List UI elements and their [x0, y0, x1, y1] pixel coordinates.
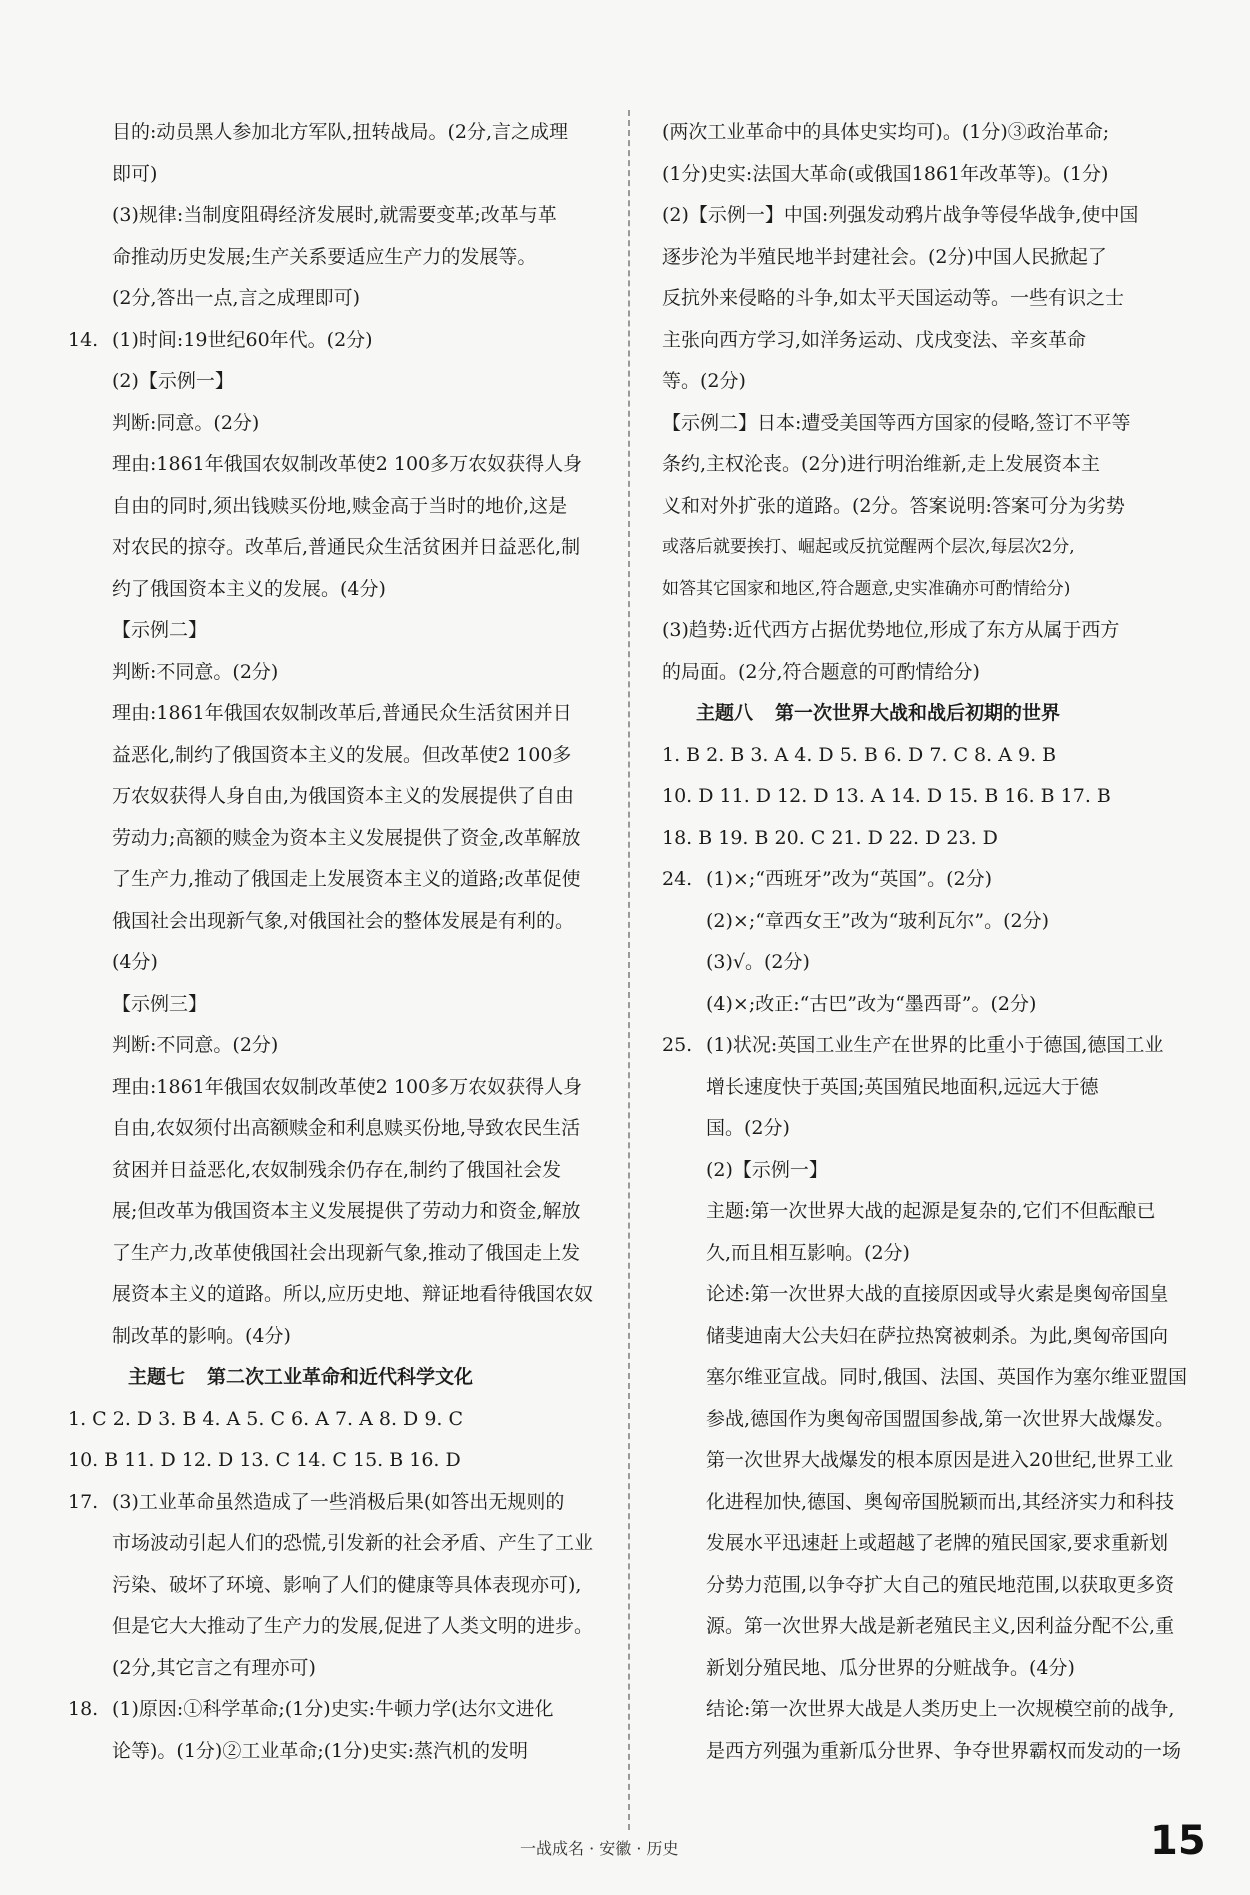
answer-text: 俄国社会出现新气象,对俄国社会的整体发展是有利的。	[112, 909, 575, 932]
answer-line	[662, 610, 1192, 652]
answer-line	[68, 154, 618, 196]
answer-line	[68, 1399, 618, 1441]
answer-text: 18. B 19. B 20. C 21. D 22. D 23. D	[662, 826, 998, 849]
answer-text: 久,而且相互影响。(2分)	[706, 1241, 910, 1264]
answer-line	[662, 320, 1192, 362]
answer-line	[68, 1523, 618, 1565]
answer-text: 市场波动引起人们的恐慌,引发新的社会矛盾、产生了工业	[112, 1532, 594, 1554]
answer-line	[68, 942, 618, 984]
answer-line	[68, 112, 618, 154]
answer-line	[662, 652, 1192, 694]
answer-text: 塞尔维亚宣战。同时,俄国、法国、英国作为塞尔维亚盟国	[706, 1366, 1188, 1388]
answer-text: 结论:第一次世界大战是人类历史上一次规模空前的战争,	[706, 1698, 1175, 1720]
answer-line	[68, 901, 618, 943]
answer-text: 论述:第一次世界大战的直接原因或导火索是奥匈帝国皇	[706, 1283, 1169, 1305]
answer-line	[662, 278, 1192, 320]
answer-text: (2)【示例一】	[706, 1158, 828, 1181]
answer-line	[662, 1108, 1192, 1150]
answer-line	[68, 278, 618, 320]
answer-line	[662, 195, 1192, 237]
answer-text: (两次工业革命中的具体史实均可)。(1分)③政治革命;	[662, 121, 1110, 143]
answer-text: 制改革的影响。(4分)	[112, 1324, 291, 1347]
section-number: 主题八	[696, 702, 754, 724]
answer-text: 储斐迪南大公夫妇在萨拉热窝被刺杀。为此,奥匈帝国向	[706, 1324, 1169, 1347]
answer-line	[68, 1108, 618, 1150]
answer-text: 义和对外扩张的道路。(2分。答案说明:答案可分为劣势	[662, 494, 1125, 517]
answer-line	[662, 1523, 1192, 1565]
answer-line	[68, 320, 618, 362]
right-column	[662, 112, 1192, 1772]
answer-line	[662, 112, 1192, 154]
answer-text: 1. C 2. D 3. B 4. A 5. C 6. A 7. A 8. D 9. C	[68, 1407, 464, 1430]
answer-line	[68, 486, 618, 528]
answer-line	[68, 1482, 618, 1524]
answer-line	[662, 569, 1192, 611]
answer-text: 10. B 11. D 12. D 13. C 14. C 15. B 16. D	[68, 1449, 461, 1471]
answer-line	[68, 361, 618, 403]
section-heading	[662, 693, 1192, 735]
answer-line	[68, 1565, 618, 1607]
answer-line	[662, 527, 1192, 569]
answer-line	[662, 1606, 1192, 1648]
answer-text: 主题:第一次世界大战的起源是复杂的,它们不但酝酿已	[706, 1200, 1156, 1222]
answer-text: 即可)	[112, 162, 158, 185]
answer-text: 如答其它国家和地区,符合题意,史实准确亦可酌情给分)	[662, 578, 1071, 599]
answer-line	[662, 486, 1192, 528]
question-number: 14.	[68, 328, 99, 351]
answer-text: (1)原因:①科学革命;(1分)史实:牛顿力学(达尔文进化	[112, 1698, 554, 1720]
answer-text: 判断:不同意。(2分)	[112, 1034, 279, 1056]
answer-text: (2)【示例一】	[112, 370, 234, 392]
answer-line	[68, 1233, 618, 1275]
answer-text: 参战,德国作为奥匈帝国盟国参战,第一次世界大战爆发。	[706, 1407, 1175, 1430]
answer-line	[662, 444, 1192, 486]
answer-text: 或落后就要挨打、崛起或反抗觉醒两个层次,每层次2分,	[662, 537, 1075, 557]
answer-text: 判断:不同意。(2分)	[112, 660, 279, 683]
answer-line	[68, 652, 618, 694]
answer-text: (2)【示例一】中国:列强发动鸦片战争等侵华战争,使中国	[662, 204, 1139, 226]
answer-text: 的局面。(2分,符合题意的可酌情给分)	[662, 660, 980, 683]
answer-line	[68, 1606, 618, 1648]
answer-text: 化进程加快,德国、奥匈帝国脱颖而出,其经济实力和科技	[706, 1490, 1175, 1513]
answer-line	[68, 444, 618, 486]
answer-line	[662, 1316, 1192, 1358]
answer-text: 自由的同时,须出钱赎买份地,赎金高于当时的地价,这是	[112, 494, 568, 517]
answer-text: (3)√。(2分)	[706, 951, 810, 973]
answer-line	[662, 1565, 1192, 1607]
answer-line	[68, 569, 618, 611]
answer-text: (4)×;改正:“古巴”改为“墨西哥”。(2分)	[706, 992, 1037, 1015]
page-number: 15	[1150, 1818, 1206, 1864]
section-title: 第二次工业革命和近代科学文化	[207, 1366, 474, 1388]
answer-line	[68, 527, 618, 569]
answer-line	[68, 610, 618, 652]
section-number: 主题七	[128, 1366, 186, 1388]
left-column	[68, 112, 618, 1772]
answer-text: 【示例二】	[112, 619, 208, 641]
answer-line	[662, 901, 1192, 943]
answer-line	[68, 1150, 618, 1192]
answer-text: 理由:1861年俄国农奴制改革后,普通民众生活贫困并日	[112, 702, 572, 724]
answer-line	[662, 818, 1192, 860]
answer-text: 展;但改革为俄国资本主义发展提供了劳动力和资金,解放	[112, 1200, 581, 1222]
answer-line	[68, 735, 618, 777]
answer-line	[662, 1191, 1192, 1233]
question-number: 18.	[68, 1698, 99, 1720]
answer-line	[662, 984, 1192, 1026]
answer-text: (1)时间:19世纪60年代。(2分)	[112, 328, 373, 351]
answer-text: (3)趋势:近代西方占据优势地位,形成了东方从属于西方	[662, 619, 1120, 641]
answer-line	[68, 1689, 618, 1731]
answer-text: 增长速度快于英国;英国殖民地面积,远远大于德	[706, 1075, 1099, 1098]
answer-text: 【示例二】日本:遭受美国等西方国家的侵略,签订不平等	[662, 411, 1131, 434]
answer-line	[662, 1233, 1192, 1275]
answer-text: 理由:1861年俄国农奴制改革使2 100多万农奴获得人身	[112, 453, 583, 475]
answer-text: 国。(2分)	[706, 1117, 790, 1139]
answer-line	[662, 1689, 1192, 1731]
answer-text: (2分,其它言之有理亦可)	[112, 1656, 316, 1679]
answer-line	[68, 237, 618, 279]
answer-text: (1)状况:英国工业生产在世界的比重小于德国,德国工业	[706, 1034, 1164, 1056]
answer-text: 逐步沦为半殖民地半封建社会。(2分)中国人民掀起了	[662, 245, 1107, 268]
answer-text: 新划分殖民地、瓜分世界的分赃战争。(4分)	[706, 1656, 1075, 1679]
answer-line	[662, 361, 1192, 403]
answer-text: 论等)。(1分)②工业革命;(1分)史实:蒸汽机的发明	[112, 1739, 529, 1762]
answer-text: 反抗外来侵略的斗争,如太平天国运动等。一些有识之士	[662, 287, 1125, 309]
answer-text: 条约,主权沦丧。(2分)进行明治维新,走上发展资本主	[662, 453, 1100, 475]
answer-text: (3)规律:当制度阻碍经济发展时,就需要变革;改革与革	[112, 204, 557, 226]
answer-text: 劳动力;高额的赎金为资本主义发展提供了资金,改革解放	[112, 826, 581, 849]
answer-line	[68, 1316, 618, 1358]
answer-text: 理由:1861年俄国农奴制改革使2 100多万农奴获得人身	[112, 1075, 583, 1098]
question-number: 17.	[68, 1490, 99, 1513]
answer-line	[68, 1025, 618, 1067]
answer-text: 10. D 11. D 12. D 13. A 14. D 15. B 16. B 17. B	[662, 785, 1111, 807]
answer-text: 命推动历史发展;生产关系要适应生产力的发展等。	[112, 245, 537, 268]
answer-line	[662, 1399, 1192, 1441]
answer-text: (2分,答出一点,言之成理即可)	[112, 287, 360, 309]
column-divider	[628, 110, 630, 1830]
answer-line	[662, 1150, 1192, 1192]
answer-text: 目的:动员黑人参加北方军队,扭转战局。(2分,言之成理	[112, 121, 568, 143]
section-heading	[68, 1357, 618, 1399]
answer-text: 主张向西方学习,如洋务运动、戊戌变法、辛亥革命	[662, 328, 1087, 351]
answer-line	[662, 776, 1192, 818]
answer-line	[662, 1482, 1192, 1524]
answer-text: 分势力范围,以争夺扩大自己的殖民地范围,以获取更多资	[706, 1573, 1175, 1596]
answer-line	[662, 859, 1192, 901]
answer-text: (1)×;“西班牙”改为“英国”。(2分)	[706, 868, 993, 890]
footer-book-title: 一战成名 · 安徽 · 历史	[520, 1839, 679, 1858]
answer-text: 1. B 2. B 3. A 4. D 5. B 6. D 7. C 8. A 9. B	[662, 743, 1057, 766]
answer-line	[68, 195, 618, 237]
answer-text: 对农民的掠夺。改革后,普通民众生活贫困并日益恶化,制	[112, 536, 581, 558]
answer-line	[68, 693, 618, 735]
answer-text: 展资本主义的道路。所以,应历史地、辩证地看待俄国农奴	[112, 1283, 594, 1305]
answer-line	[68, 776, 618, 818]
question-number: 25.	[662, 1034, 693, 1056]
answer-text: 是西方列强为重新瓜分世界、争夺世界霸权而发动的一场	[706, 1739, 1182, 1762]
answer-line	[68, 859, 618, 901]
answer-text: 约了俄国资本主义的发展。(4分)	[112, 577, 386, 600]
answer-text: 了生产力,推动了俄国走上发展资本主义的道路;改革促使	[112, 868, 581, 890]
answer-text: (3)工业革命虽然造成了一些消极后果(如答出无规则的	[112, 1490, 565, 1513]
answer-line	[662, 1440, 1192, 1482]
answer-text: 源。第一次世界大战是新老殖民主义,因利益分配不公,重	[706, 1615, 1175, 1637]
answer-line	[68, 1648, 618, 1690]
question-number: 24.	[662, 868, 693, 890]
answer-line	[662, 1731, 1192, 1773]
answer-line	[662, 1357, 1192, 1399]
answer-line	[662, 403, 1192, 445]
answer-line	[68, 1731, 618, 1773]
answer-text: 发展水平迅速赶上或超越了老牌的殖民国家,要求重新划	[706, 1532, 1169, 1554]
answer-text: 贫困并日益恶化,农奴制残余仍存在,制约了俄国社会发	[112, 1158, 562, 1181]
answer-text: 了生产力,改革使俄国社会出现新气象,推动了俄国走上发	[112, 1241, 581, 1264]
answer-text: 但是它大大推动了生产力的发展,促进了人类文明的进步。	[112, 1615, 594, 1637]
answer-line	[68, 1191, 618, 1233]
answer-text: (2)×;“章西女王”改为“玻利瓦尔”。(2分)	[706, 909, 1050, 932]
answer-line	[662, 237, 1192, 279]
answer-line	[662, 1067, 1192, 1109]
answer-line	[662, 154, 1192, 196]
answer-line	[662, 1274, 1192, 1316]
answer-text: 第一次世界大战爆发的根本原因是进入20世纪,世界工业	[706, 1449, 1174, 1471]
answer-text: 污染、破坏了环境、影响了人们的健康等具体表现亦可),	[112, 1573, 582, 1596]
answer-line	[68, 1440, 618, 1482]
answer-text: 益恶化,制约了俄国资本主义的发展。但改革使2 100多	[112, 743, 572, 766]
answer-text: (1分)史实:法国大革命(或俄国1861年改革等)。(1分)	[662, 162, 1109, 185]
answer-line	[662, 1025, 1192, 1067]
answer-text: (4分)	[112, 951, 158, 973]
section-title: 第一次世界大战和战后初期的世界	[775, 702, 1061, 724]
answer-line	[662, 942, 1192, 984]
answer-line	[68, 1274, 618, 1316]
answer-text: 【示例三】	[112, 992, 208, 1015]
answer-line	[662, 1648, 1192, 1690]
answer-text: 等。(2分)	[662, 370, 746, 392]
answer-text: 自由,农奴须付出高额赎金和利息赎买份地,导致农民生活	[112, 1117, 581, 1139]
answer-line	[662, 735, 1192, 777]
answer-line	[68, 1067, 618, 1109]
answer-line	[68, 984, 618, 1026]
answer-text: 判断:同意。(2分)	[112, 411, 260, 434]
answer-line	[68, 818, 618, 860]
answer-line	[68, 403, 618, 445]
answer-text: 万农奴获得人身自由,为俄国资本主义的发展提供了自由	[112, 785, 575, 807]
